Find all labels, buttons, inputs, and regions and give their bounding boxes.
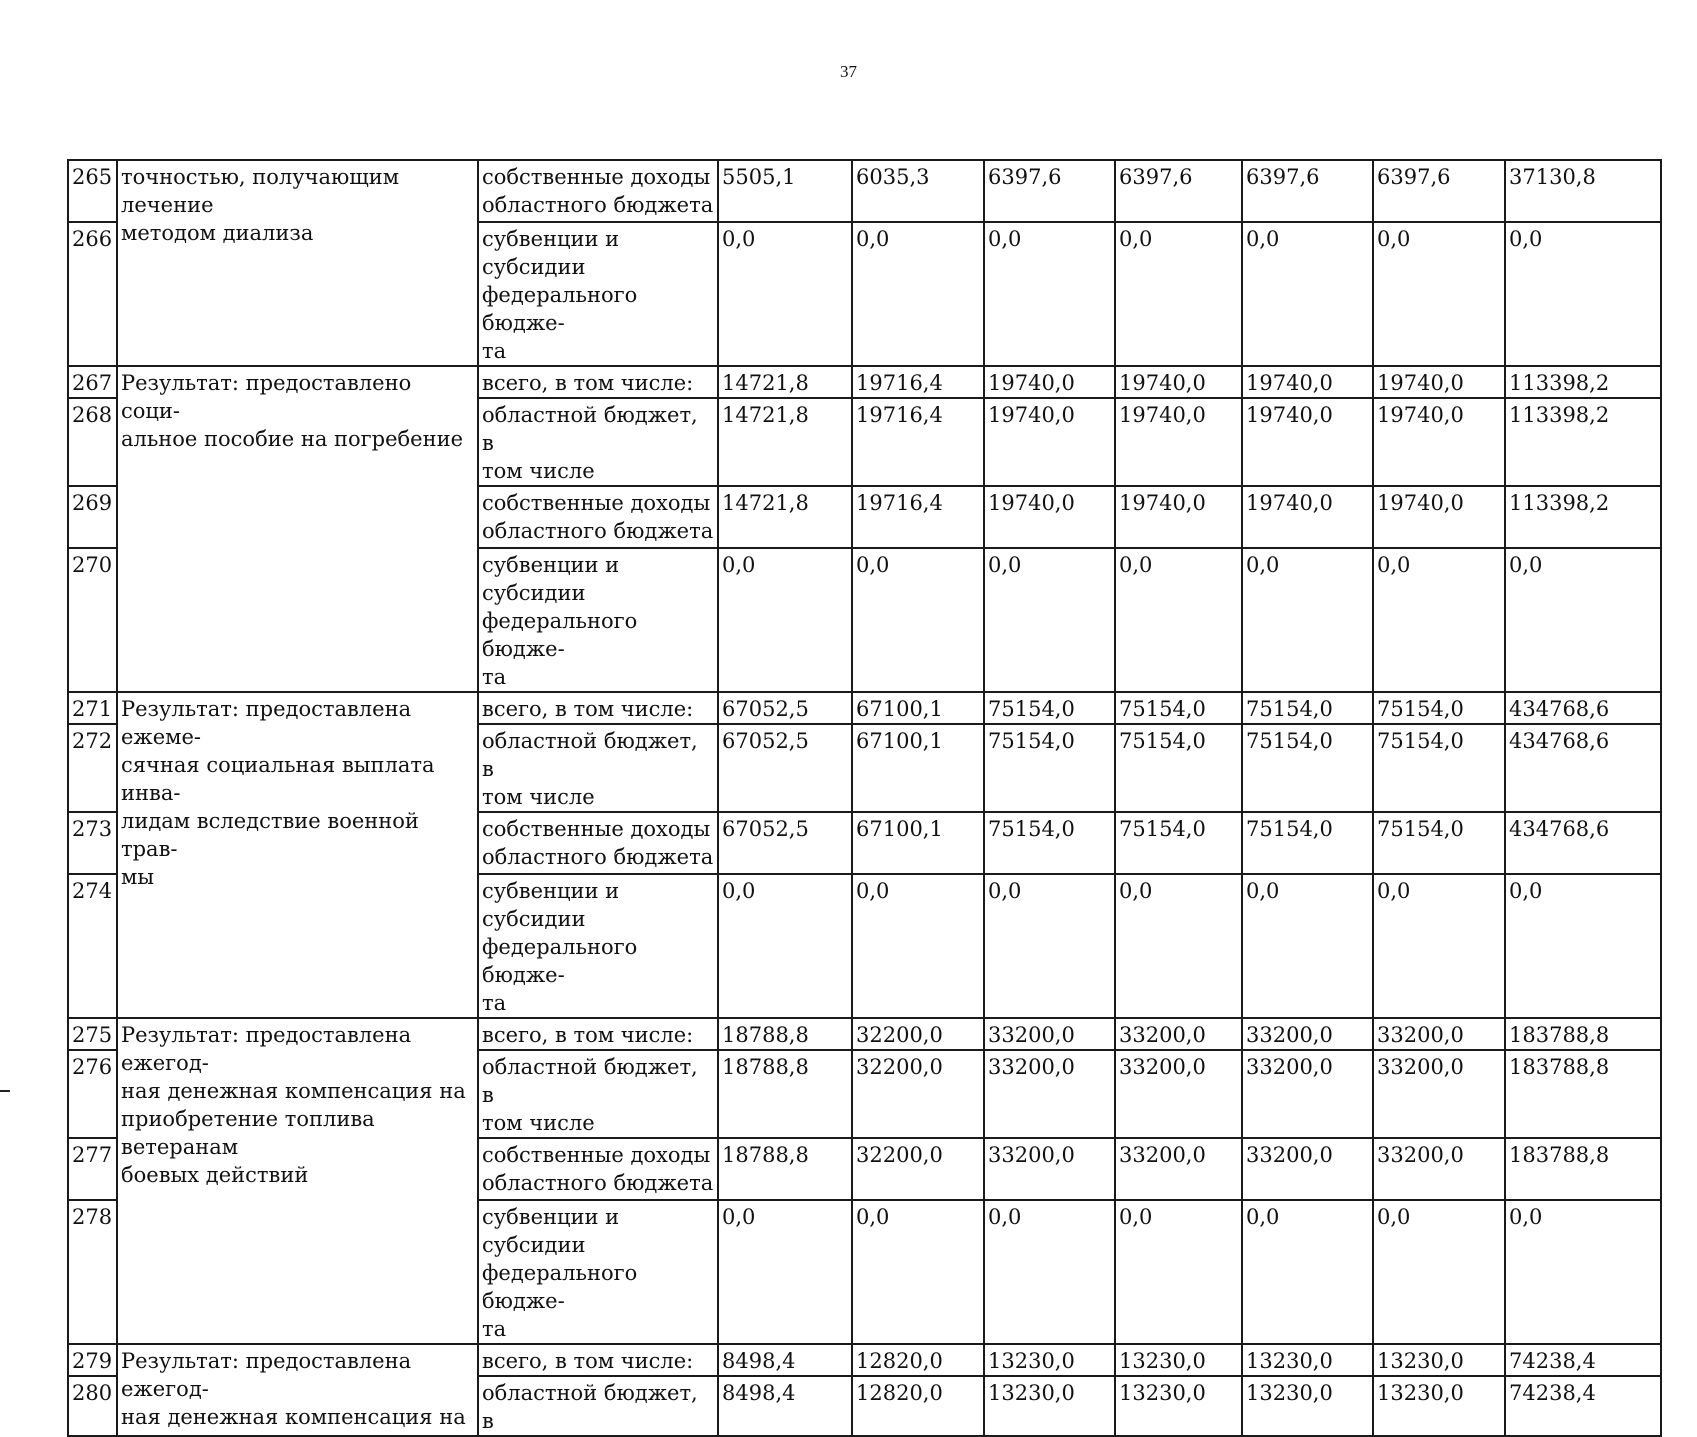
- year-value-cell: 33200,0: [1242, 1018, 1373, 1050]
- year-value-cell: 75154,0: [1373, 692, 1505, 724]
- year-value-cell: 0,0: [984, 548, 1115, 692]
- year-value-cell: 5505,1: [718, 160, 852, 222]
- year-value-cell: 6397,6: [1242, 160, 1373, 222]
- year-value-cell: 18788,8: [718, 1018, 852, 1050]
- year-value-cell: 8498,4: [718, 1344, 852, 1376]
- year-value-cell: 33200,0: [984, 1138, 1115, 1200]
- year-value-cell: 13230,0: [1242, 1376, 1373, 1436]
- table-row: [68, 160, 1661, 222]
- year-value-cell: 0,0: [852, 874, 984, 1018]
- year-value-cell: 75154,0: [984, 812, 1115, 874]
- year-value-cell: 18788,8: [718, 1050, 852, 1138]
- year-value-cell: 0,0: [984, 222, 1115, 366]
- year-value-cell: 19740,0: [984, 398, 1115, 486]
- result-description: Результат: предоставлена ежеме- сячная социальная выплата инва- лидам вследствие военной трав- мы: [117, 692, 478, 1018]
- year-value-cell: 19716,4: [852, 366, 984, 398]
- funding-source: областной бюджет, в: [478, 1376, 718, 1436]
- year-value-cell: 0,0: [1115, 222, 1242, 366]
- year-value-cell: 75154,0: [1373, 724, 1505, 812]
- funding-source: всего, в том числе:: [478, 692, 718, 724]
- total-value-cell: 113398,2: [1505, 366, 1661, 398]
- year-value-cell: 13230,0: [1115, 1344, 1242, 1376]
- year-value-cell: 33200,0: [1242, 1050, 1373, 1138]
- year-value-cell: 0,0: [1373, 222, 1505, 366]
- margin-mark: [0, 1090, 10, 1092]
- funding-source: субвенции и субсидии федерального бюдже- та: [478, 1200, 718, 1344]
- year-value-cell: 19740,0: [984, 366, 1115, 398]
- year-value-cell: 19740,0: [1115, 486, 1242, 548]
- year-value-cell: 33200,0: [1115, 1050, 1242, 1138]
- year-value-cell: 75154,0: [1115, 692, 1242, 724]
- funding-source: всего, в том числе:: [478, 366, 718, 398]
- year-value-cell: 0,0: [1242, 222, 1373, 366]
- total-value-cell: 0,0: [1505, 1200, 1661, 1344]
- table-body: [68, 160, 1661, 1436]
- year-value-cell: 18788,8: [718, 1138, 852, 1200]
- row-number: 280: [68, 1376, 117, 1436]
- row-number: 266: [68, 222, 117, 366]
- row-number: 271: [68, 692, 117, 724]
- year-value-cell: 75154,0: [1373, 812, 1505, 874]
- year-value-cell: 0,0: [718, 548, 852, 692]
- year-value-cell: 13230,0: [984, 1376, 1115, 1436]
- year-value-cell: 14721,8: [718, 366, 852, 398]
- year-value-cell: 0,0: [852, 548, 984, 692]
- year-value-cell: 14721,8: [718, 398, 852, 486]
- year-value-cell: 0,0: [1242, 874, 1373, 1018]
- year-value-cell: 32200,0: [852, 1018, 984, 1050]
- total-value-cell: 434768,6: [1505, 724, 1661, 812]
- total-value-cell: 113398,2: [1505, 486, 1661, 548]
- year-value-cell: 33200,0: [1373, 1018, 1505, 1050]
- result-description: Результат: предоставлено соци- альное пособие на погребение: [117, 366, 478, 692]
- year-value-cell: 75154,0: [1242, 724, 1373, 812]
- year-value-cell: 75154,0: [984, 724, 1115, 812]
- row-number: 277: [68, 1138, 117, 1200]
- year-value-cell: 0,0: [984, 874, 1115, 1018]
- year-value-cell: 12820,0: [852, 1344, 984, 1376]
- year-value-cell: 8498,4: [718, 1376, 852, 1436]
- year-value-cell: 0,0: [1115, 1200, 1242, 1344]
- year-value-cell: 0,0: [852, 1200, 984, 1344]
- year-value-cell: 67052,5: [718, 724, 852, 812]
- row-number: 268: [68, 398, 117, 486]
- year-value-cell: 0,0: [1115, 874, 1242, 1018]
- year-value-cell: 67100,1: [852, 724, 984, 812]
- year-value-cell: 0,0: [852, 222, 984, 366]
- result-description: Результат: предоставлена ежегод- ная денежная компенсация на приобретение топлива ветеранам боевых действий: [117, 1018, 478, 1344]
- funding-source: всего, в том числе:: [478, 1018, 718, 1050]
- year-value-cell: 33200,0: [1115, 1138, 1242, 1200]
- year-value-cell: 19740,0: [1373, 366, 1505, 398]
- year-value-cell: 0,0: [1242, 548, 1373, 692]
- total-value-cell: 74238,4: [1505, 1344, 1661, 1376]
- year-value-cell: 0,0: [1373, 874, 1505, 1018]
- total-value-cell: 113398,2: [1505, 398, 1661, 486]
- year-value-cell: 19740,0: [1242, 486, 1373, 548]
- year-value-cell: 75154,0: [984, 692, 1115, 724]
- funding-source: областной бюджет, в том числе: [478, 724, 718, 812]
- total-value-cell: 37130,8: [1505, 160, 1661, 222]
- row-number: 278: [68, 1200, 117, 1344]
- year-value-cell: 13230,0: [1115, 1376, 1242, 1436]
- page-number: 37: [840, 62, 857, 81]
- year-value-cell: 13230,0: [1373, 1376, 1505, 1436]
- year-value-cell: 33200,0: [1242, 1138, 1373, 1200]
- row-number: 274: [68, 874, 117, 1018]
- year-value-cell: 19740,0: [1373, 486, 1505, 548]
- year-value-cell: 19740,0: [984, 486, 1115, 548]
- year-value-cell: 19740,0: [1242, 366, 1373, 398]
- total-value-cell: 183788,8: [1505, 1138, 1661, 1200]
- table-row: [68, 366, 1661, 398]
- funding-source: субвенции и субсидии федерального бюдже- та: [478, 874, 718, 1018]
- year-value-cell: 13230,0: [1242, 1344, 1373, 1376]
- year-value-cell: 33200,0: [984, 1050, 1115, 1138]
- year-value-cell: 75154,0: [1115, 812, 1242, 874]
- year-value-cell: 19716,4: [852, 398, 984, 486]
- budget-table: [67, 159, 1662, 1437]
- row-number: 267: [68, 366, 117, 398]
- row-number: 265: [68, 160, 117, 222]
- year-value-cell: 19740,0: [1115, 366, 1242, 398]
- year-value-cell: 33200,0: [1373, 1138, 1505, 1200]
- funding-source: субвенции и субсидии федерального бюдже- та: [478, 222, 718, 366]
- funding-source: областной бюджет, в том числе: [478, 1050, 718, 1138]
- year-value-cell: 12820,0: [852, 1376, 984, 1436]
- year-value-cell: 19740,0: [1373, 398, 1505, 486]
- year-value-cell: 33200,0: [1115, 1018, 1242, 1050]
- total-value-cell: 434768,6: [1505, 812, 1661, 874]
- year-value-cell: 19716,4: [852, 486, 984, 548]
- row-number: 276: [68, 1050, 117, 1138]
- year-value-cell: 67052,5: [718, 812, 852, 874]
- year-value-cell: 6397,6: [1115, 160, 1242, 222]
- year-value-cell: 67100,1: [852, 812, 984, 874]
- funding-source: собственные доходы областного бюджета: [478, 812, 718, 874]
- total-value-cell: 0,0: [1505, 222, 1661, 366]
- total-value-cell: 183788,8: [1505, 1018, 1661, 1050]
- table-row: [68, 1018, 1661, 1050]
- year-value-cell: 67052,5: [718, 692, 852, 724]
- row-number: 279: [68, 1344, 117, 1376]
- year-value-cell: 75154,0: [1242, 692, 1373, 724]
- row-number: 270: [68, 548, 117, 692]
- year-value-cell: 0,0: [1373, 548, 1505, 692]
- funding-source: областной бюджет, в том числе: [478, 398, 718, 486]
- year-value-cell: 19740,0: [1115, 398, 1242, 486]
- table-row: [68, 1344, 1661, 1376]
- year-value-cell: 13230,0: [1373, 1344, 1505, 1376]
- result-description: точностью, получающим лечение методом диализа: [117, 160, 478, 366]
- year-value-cell: 0,0: [718, 874, 852, 1018]
- year-value-cell: 75154,0: [1242, 812, 1373, 874]
- table-row: [68, 692, 1661, 724]
- total-value-cell: 0,0: [1505, 548, 1661, 692]
- year-value-cell: 0,0: [1115, 548, 1242, 692]
- year-value-cell: 6397,6: [1373, 160, 1505, 222]
- row-number: 273: [68, 812, 117, 874]
- year-value-cell: 32200,0: [852, 1138, 984, 1200]
- year-value-cell: 6035,3: [852, 160, 984, 222]
- result-description: Результат: предоставлена ежегод- ная денежная компенсация на: [117, 1344, 478, 1436]
- funding-source: всего, в том числе:: [478, 1344, 718, 1376]
- year-value-cell: 14721,8: [718, 486, 852, 548]
- year-value-cell: 33200,0: [1373, 1050, 1505, 1138]
- funding-source: собственные доходы областного бюджета: [478, 1138, 718, 1200]
- year-value-cell: 13230,0: [984, 1344, 1115, 1376]
- funding-source: собственные доходы областного бюджета: [478, 160, 718, 222]
- year-value-cell: 0,0: [1373, 1200, 1505, 1344]
- total-value-cell: 74238,4: [1505, 1376, 1661, 1436]
- total-value-cell: 0,0: [1505, 874, 1661, 1018]
- year-value-cell: 33200,0: [984, 1018, 1115, 1050]
- year-value-cell: 19740,0: [1242, 398, 1373, 486]
- row-number: 269: [68, 486, 117, 548]
- year-value-cell: 0,0: [718, 1200, 852, 1344]
- year-value-cell: 0,0: [984, 1200, 1115, 1344]
- funding-source: собственные доходы областного бюджета: [478, 486, 718, 548]
- year-value-cell: 67100,1: [852, 692, 984, 724]
- year-value-cell: 0,0: [718, 222, 852, 366]
- total-value-cell: 183788,8: [1505, 1050, 1661, 1138]
- total-value-cell: 434768,6: [1505, 692, 1661, 724]
- funding-source: субвенции и субсидии федерального бюдже- та: [478, 548, 718, 692]
- row-number: 272: [68, 724, 117, 812]
- year-value-cell: 0,0: [1242, 1200, 1373, 1344]
- year-value-cell: 6397,6: [984, 160, 1115, 222]
- year-value-cell: 32200,0: [852, 1050, 984, 1138]
- row-number: 275: [68, 1018, 117, 1050]
- year-value-cell: 75154,0: [1115, 724, 1242, 812]
